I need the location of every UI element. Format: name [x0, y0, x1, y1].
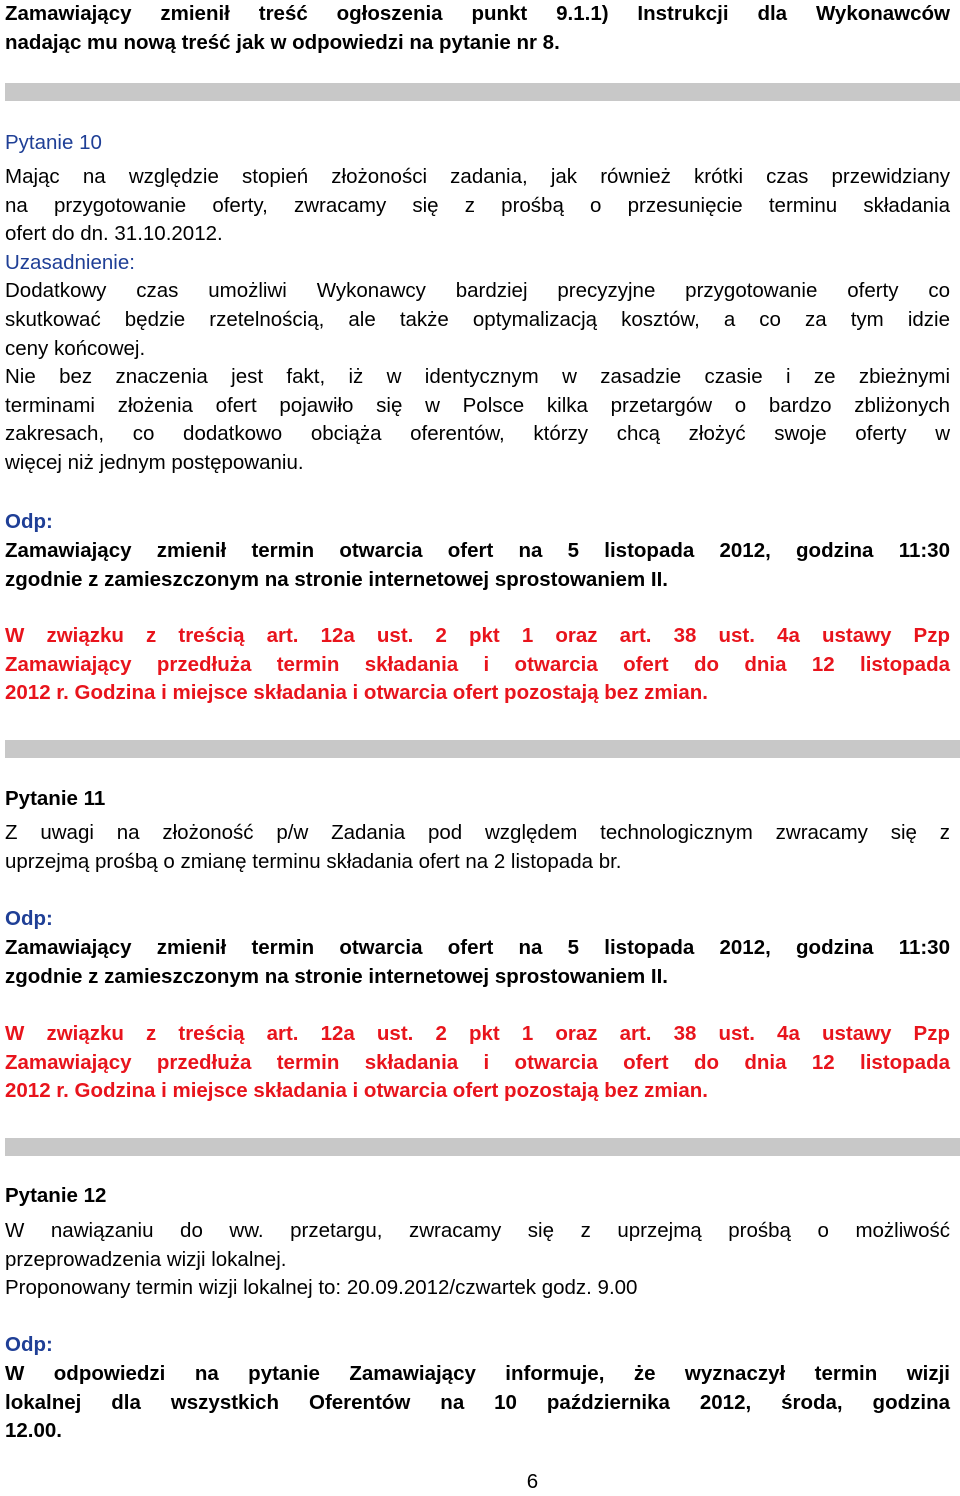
q10-heading: Pytanie 10: [5, 131, 102, 154]
q11-question-line-1: Z uwagi na złożoność p/w Zadania pod względem technologicznym zwracamy się z: [5, 821, 950, 844]
intro-line-1: Zamawiający zmienił treść ogłoszenia punkt 9.1.1) Instrukcji dla Wykonawców: [5, 2, 950, 25]
q11-heading: Pytanie 11: [5, 787, 106, 810]
q10-extension-line-3: 2012 r. Godzina i miejsce składania i otwarcia ofert pozostają bez zmian.: [5, 681, 708, 705]
q10-answer-label: Odp:: [5, 510, 53, 533]
q10-justification-line-6: zakresach, co dodatkowo obciąża oferentów, którzy chcą złożyć swoje oferty w: [5, 422, 950, 446]
q11-answer-line-2: zgodnie z zamieszczonym na stronie internetowej sprostowaniem II.: [5, 964, 668, 988]
q10-justification-line-7: więcej niż jednym postępowaniu.: [5, 451, 304, 474]
q11-extension-line-3: 2012 r. Godzina i miejsce składania i otwarcia ofert pozostają bez zmian.: [5, 1079, 708, 1103]
q12-question-line-1: W nawiązaniu do ww. przetargu, zwracamy się z uprzejmą prośbą o możliwość: [5, 1219, 950, 1242]
q12-answer-label: Odp:: [5, 1333, 53, 1356]
q11-extension-line-1: W związku z treścią art. 12a ust. 2 pkt 1 oraz art. 38 ust. 4a ustawy Pzp: [5, 1022, 950, 1045]
q10-answer-line-2: zgodnie z zamieszczonym na stronie internetowej sprostowaniem II.: [5, 567, 668, 591]
intro-line-2: nadając mu nową treść jak w odpowiedzi na pytanie nr 8.: [5, 30, 560, 54]
q10-question-line-1: Mając na względzie stopień złożoności zadania, jak również krótki czas przewidziany: [5, 165, 950, 188]
section-separator: [5, 83, 960, 101]
section-separator: [5, 1138, 960, 1156]
q11-answer-line-1: Zamawiający zmienił termin otwarcia ofert na 5 listopada 2012, godzina 11:30: [5, 936, 950, 959]
q10-extension-line-2: Zamawiający przedłuża termin składania i otwarcia ofert do dnia 12 listopada: [5, 652, 950, 676]
q10-question-line-3: ofert do dn. 31.10.2012.: [5, 222, 223, 246]
q10-justification-line-1: Dodatkowy czas umożliwi Wykonawcy bardziej precyzyjne przygotowanie oferty co: [5, 279, 950, 303]
q12-question-line-3: Proponowany termin wizji lokalnej to: 20.09.2012/czwartek godz. 9.00: [5, 1276, 638, 1300]
q10-justification-line-2: skutkować będzie rzetelnością, ale także optymalizacją kosztów, a co za tym idzie: [5, 308, 950, 331]
q12-answer-line-2: lokalnej dla wszystkich Oferentów na 10 października 2012, środa, godzina: [5, 1390, 950, 1414]
q11-answer-label: Odp:: [5, 907, 53, 930]
page-number: 6: [526, 1470, 539, 1493]
q12-answer-line-3: 12.00.: [5, 1419, 62, 1443]
q10-justification-line-5: terminami złożenia ofert pojawiło się w Polsce kilka przetargów o bardzo zbliżonych: [5, 393, 950, 417]
q12-answer-line-1: W odpowiedzi na pytanie Zamawiający informuje, że wyznaczył termin wizji: [5, 1362, 950, 1385]
q10-justification-line-4: Nie bez znaczenia jest fakt, iż w identycznym w zasadzie czasie i ze zbieżnymi: [5, 365, 950, 389]
q12-heading: Pytanie 12: [5, 1184, 107, 1207]
q11-extension-line-2: Zamawiający przedłuża termin składania i otwarcia ofert do dnia 12 listopada: [5, 1050, 950, 1074]
q10-extension-line-1: W związku z treścią art. 12a ust. 2 pkt 1 oraz art. 38 ust. 4a ustawy Pzp: [5, 624, 950, 647]
q10-question-line-2: na przygotowanie oferty, zwracamy się z prośbą o przesunięcie terminu składania: [5, 193, 950, 217]
q10-justification-line-3: ceny końcowej.: [5, 336, 146, 360]
q12-question-line-2: przeprowadzenia wizji lokalnej.: [5, 1247, 287, 1271]
q10-justification-label: Uzasadnienie:: [5, 250, 135, 274]
q10-answer-line-1: Zamawiający zmienił termin otwarcia ofert na 5 listopada 2012, godzina 11:30: [5, 539, 950, 562]
q11-question-line-2: uprzejmą prośbą o zmianę terminu składania ofert na 2 listopada br.: [5, 849, 622, 873]
section-separator: [5, 740, 960, 758]
